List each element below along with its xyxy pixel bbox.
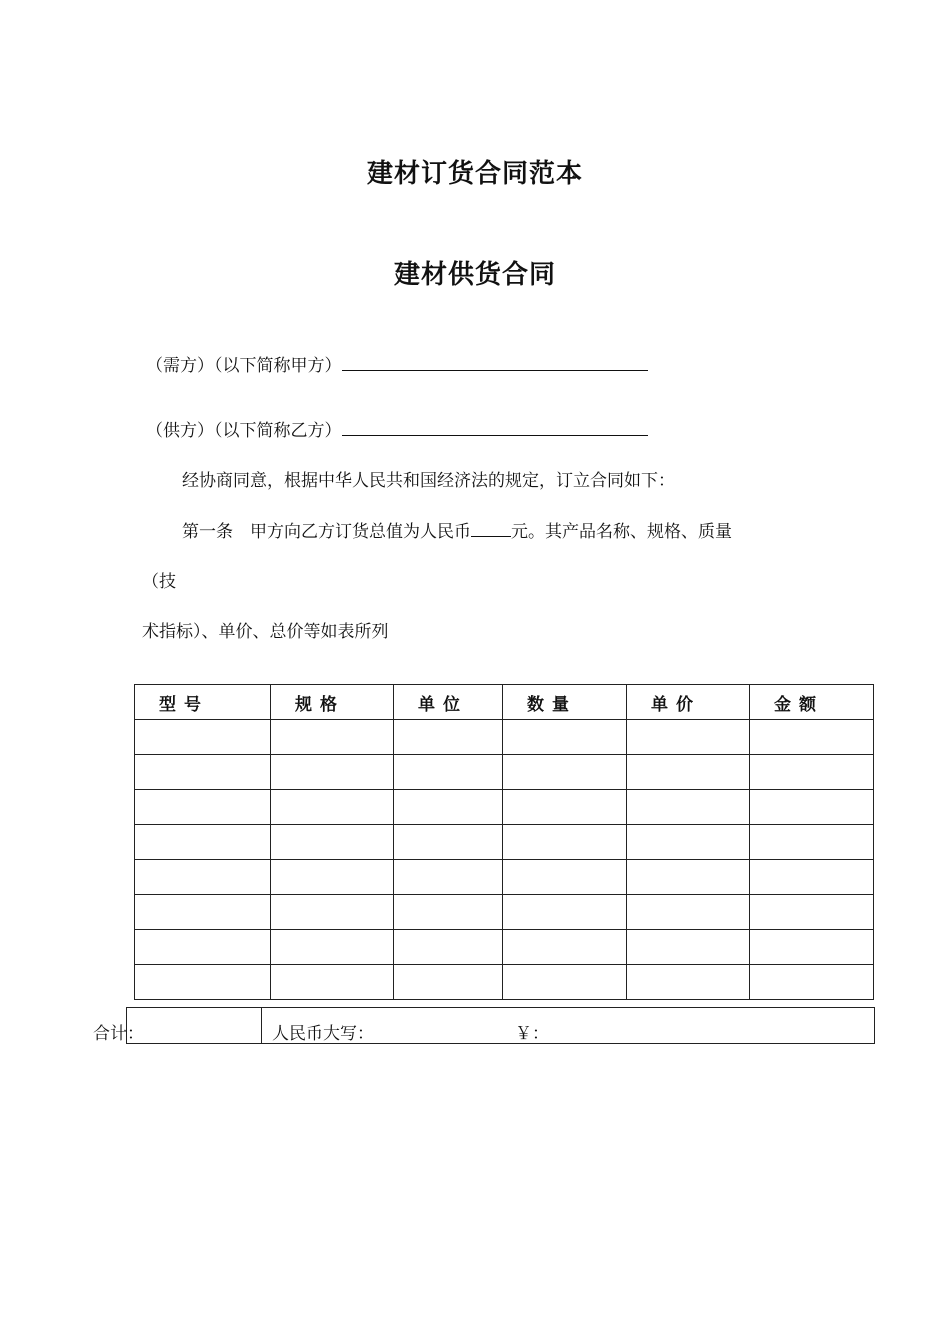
table-header-row	[135, 685, 874, 720]
table-cell[interactable]	[627, 790, 750, 825]
table-cell[interactable]	[394, 755, 503, 790]
yen-label: ￥：	[515, 1024, 549, 1044]
header-quantity: 数量	[503, 685, 627, 720]
table-cell[interactable]	[394, 720, 503, 755]
table-cell[interactable]	[135, 825, 271, 860]
table-cell[interactable]	[750, 755, 874, 790]
table-cell[interactable]	[135, 895, 271, 930]
header-model: 型号	[135, 685, 271, 720]
sub-title: 建材供货合同	[393, 260, 556, 290]
table-cell[interactable]	[271, 930, 394, 965]
table-cell[interactable]	[271, 790, 394, 825]
article-1-continuation: 术指标）、单价、总价等如表所列	[142, 622, 389, 642]
intro-text: 经协商同意，根据中华人民共和国经济法的规定，订立合同如下：	[182, 471, 675, 491]
party-b-line	[146, 415, 648, 441]
table-cell[interactable]	[750, 825, 874, 860]
article-1-prefix: 第一条 甲方向乙方订货总值为人民币	[182, 522, 471, 542]
table-cell[interactable]	[394, 895, 503, 930]
table-cell[interactable]	[750, 965, 874, 1000]
table-cell[interactable]	[750, 790, 874, 825]
table-cell[interactable]	[627, 895, 750, 930]
table-cell[interactable]	[627, 825, 750, 860]
party-a-line	[146, 350, 648, 376]
table-row	[135, 720, 874, 755]
table-cell[interactable]	[135, 720, 271, 755]
table-cell[interactable]	[503, 930, 627, 965]
rmb-upper-label: 人民币大写：	[272, 1024, 374, 1044]
table-cell[interactable]	[271, 720, 394, 755]
total-row	[126, 1007, 875, 1044]
table-cell[interactable]	[627, 860, 750, 895]
header-amount: 金额	[750, 685, 874, 720]
article-1-line	[182, 516, 732, 542]
table-cell[interactable]	[271, 895, 394, 930]
table-cell[interactable]	[503, 895, 627, 930]
table-row	[135, 755, 874, 790]
table-cell[interactable]	[135, 755, 271, 790]
header-spec: 规格	[271, 685, 394, 720]
table-row	[135, 895, 874, 930]
table-cell[interactable]	[503, 860, 627, 895]
amount-blank[interactable]	[471, 516, 511, 537]
party-b-blank[interactable]	[342, 415, 648, 436]
table-row	[135, 860, 874, 895]
party-b-label: （供方）（以下简称乙方）	[146, 421, 342, 441]
table-cell[interactable]	[627, 720, 750, 755]
table-body	[135, 720, 874, 1000]
table-cell[interactable]	[394, 930, 503, 965]
total-divider	[261, 1008, 262, 1043]
table-cell[interactable]	[503, 825, 627, 860]
party-a-blank[interactable]	[342, 350, 648, 371]
table-cell[interactable]	[750, 895, 874, 930]
table-cell[interactable]	[135, 860, 271, 895]
table-cell[interactable]	[503, 965, 627, 1000]
table-cell[interactable]	[394, 965, 503, 1000]
table-row	[135, 965, 874, 1000]
table-cell[interactable]	[135, 790, 271, 825]
table-cell[interactable]	[503, 720, 627, 755]
total-label: 合计：	[93, 1024, 144, 1044]
table-cell[interactable]	[750, 930, 874, 965]
table-row	[135, 790, 874, 825]
table-cell[interactable]	[271, 825, 394, 860]
table-cell[interactable]	[135, 965, 271, 1000]
table-row	[135, 930, 874, 965]
table-row	[135, 825, 874, 860]
article-1-wrap: （技	[142, 572, 176, 592]
header-unit-price: 单价	[627, 685, 750, 720]
table-cell[interactable]	[271, 965, 394, 1000]
party-a-label: （需方）（以下简称甲方）	[146, 356, 342, 376]
header-unit: 单位	[394, 685, 503, 720]
table-cell[interactable]	[750, 720, 874, 755]
table-cell[interactable]	[627, 930, 750, 965]
table-cell[interactable]	[394, 860, 503, 895]
table-cell[interactable]	[271, 755, 394, 790]
table-cell[interactable]	[627, 965, 750, 1000]
table-cell[interactable]	[503, 755, 627, 790]
table-cell[interactable]	[394, 790, 503, 825]
table-cell[interactable]	[627, 755, 750, 790]
table-cell[interactable]	[503, 790, 627, 825]
table-cell[interactable]	[135, 930, 271, 965]
article-1-suffix: 元。其产品名称、规格、质量	[511, 522, 732, 542]
main-title: 建材订货合同范本	[366, 159, 583, 189]
table-cell[interactable]	[271, 860, 394, 895]
goods-table	[134, 684, 874, 1000]
table-cell[interactable]	[750, 860, 874, 895]
table-cell[interactable]	[394, 825, 503, 860]
